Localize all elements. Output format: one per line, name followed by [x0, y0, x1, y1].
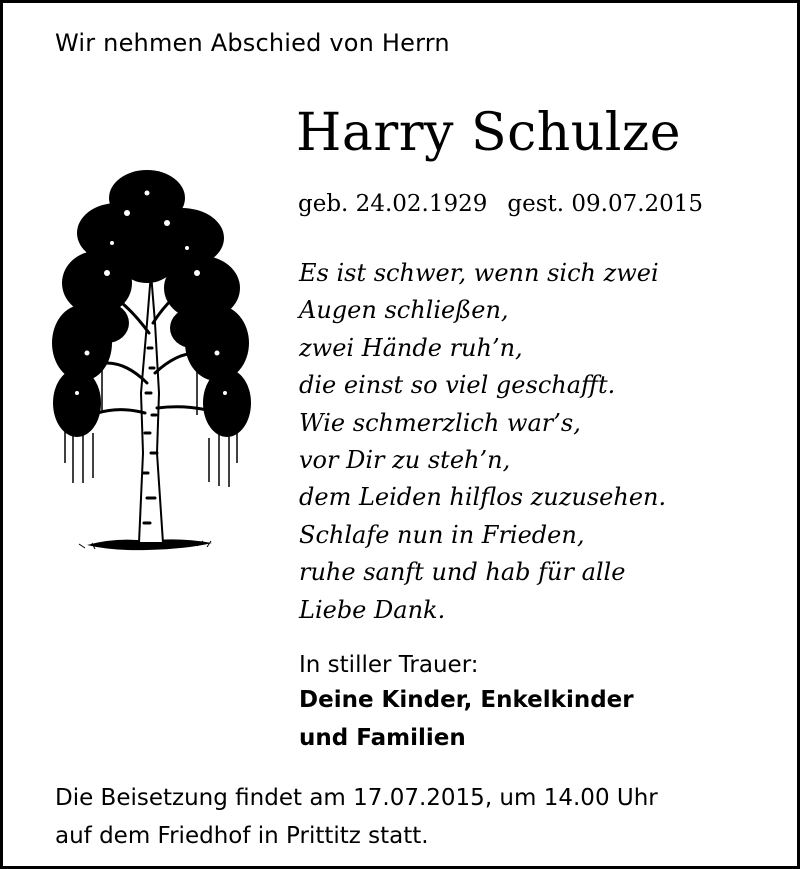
mourners-line: und Familien: [299, 725, 466, 751]
intro-text: Wir nehmen Abschied von Herrn: [55, 29, 450, 57]
birch-tree-icon: [47, 153, 257, 563]
poem-line: Es ist schwer, wenn sich zwei: [299, 259, 659, 287]
poem-line: zwei Hände ruh’n,: [299, 333, 523, 362]
poem-line: Liebe Dank.: [299, 595, 446, 624]
poem-line: Schlafe nun in Frieden,: [299, 520, 585, 549]
funeral-line: Die Beisetzung findet am 17.07.2015, um 14.00 Uhr: [55, 785, 658, 811]
birth-date: geb. 24.02.1929: [298, 191, 488, 217]
poem-line: vor Dir zu steh’n,: [299, 446, 511, 475]
poem-line: die einst so viel geschafft.: [299, 371, 616, 400]
mourning-line: In stiller Trauer:: [299, 652, 479, 678]
poem: [299, 255, 666, 629]
death-date: gest. 09.07.2015: [507, 191, 704, 217]
mourners: [299, 681, 634, 757]
poem-line: Augen schließen,: [299, 296, 509, 325]
poem-line: dem Leiden hilflos zuzusehen.: [299, 483, 667, 512]
poem-line: Wie schmerzlich war’s,: [299, 408, 581, 437]
mourners-line: Deine Kinder, Enkelkinder: [299, 687, 634, 713]
poem-line: ruhe sanft und hab für alle: [299, 558, 626, 587]
deceased-name: Harry Schulze: [296, 103, 681, 163]
life-dates: [298, 191, 703, 217]
funeral-line: auf dem Friedhof in Prittitz statt.: [55, 823, 429, 849]
funeral-info: [55, 779, 658, 855]
